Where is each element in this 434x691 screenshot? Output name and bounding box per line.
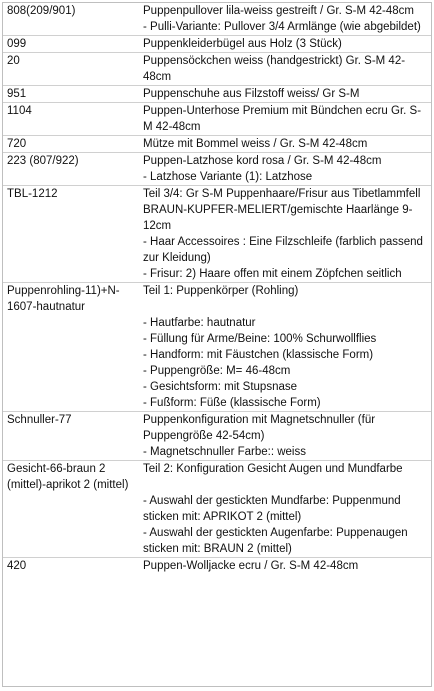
article-code-cell: Gesicht-66-braun 2 (mittel)-aprikot 2 (mittel) xyxy=(3,461,141,558)
description-cell xyxy=(141,53,431,86)
description-line: - Fußform: Füße (klassische Form) xyxy=(143,397,321,409)
order-items-sheet xyxy=(2,2,432,687)
description-cell xyxy=(141,3,431,36)
description-line: Puppen-Wolljacke ecru / Gr. S-M 42-48cm xyxy=(143,560,359,572)
description-cell xyxy=(141,136,431,153)
article-code-cell: Schnuller-77 xyxy=(3,412,141,461)
description-line: Teil 1: Puppenkörper (Rohling) xyxy=(143,285,299,297)
article-code-cell: 099 xyxy=(3,36,141,53)
table-row xyxy=(3,103,431,136)
description-cell xyxy=(141,283,431,412)
description-cell xyxy=(141,412,431,461)
table-row xyxy=(3,36,431,53)
description-cell xyxy=(141,86,431,103)
description-line: - Puppengröße: M= 46-48cm xyxy=(143,365,291,377)
description-line: Puppenkleiderbügel aus Holz (3 Stück) xyxy=(143,38,342,50)
description-line: Puppen-Unterhose Premium mit Bündchen ecru Gr. S-M 42-48cm xyxy=(143,105,422,133)
description-line: Mütze mit Bommel weiss / Gr. S-M 42-48cm xyxy=(143,138,368,150)
order-items-table xyxy=(3,3,431,574)
table-row xyxy=(3,283,431,412)
description-line: Puppenpullover lila-weiss gestreift / Gr. S-M 42-48cm xyxy=(143,5,414,17)
table-row xyxy=(3,558,431,575)
table-row xyxy=(3,136,431,153)
table-row xyxy=(3,3,431,36)
table-row xyxy=(3,53,431,86)
article-code-cell: 223 (807/922) xyxy=(3,153,141,186)
description-line: - Latzhose Variante (1): Latzhose xyxy=(143,171,313,183)
description-line: Puppenkonfiguration mit Magnetschnuller (für Puppengröße 42-54cm) xyxy=(143,414,376,442)
description-line: - Auswahl der gestickten Mundfarbe: Puppenmund sticken mit: APRIKOT 2 (mittel) xyxy=(143,495,401,523)
article-code-cell: 808(209/901) xyxy=(3,3,141,36)
description-cell xyxy=(141,153,431,186)
description-line: - Frisur: 2) Haare offen mit einem Zöpfchen seitlich xyxy=(143,268,402,280)
description-line: - Hautfarbe: hautnatur xyxy=(143,317,256,329)
description-line: - Magnetschnuller Farbe:: weiss xyxy=(143,446,306,458)
article-code-cell: 951 xyxy=(3,86,141,103)
description-line: Puppensöckchen weiss (handgestrickt) Gr. S-M 42-48cm xyxy=(143,55,406,83)
blank-line xyxy=(143,299,428,315)
table-row xyxy=(3,461,431,558)
description-line: Puppen-Latzhose kord rosa / Gr. S-M 42-48cm xyxy=(143,155,382,167)
description-line: Teil 2: Konfiguration Gesicht Augen und Mundfarbe xyxy=(143,463,403,475)
article-code-cell: Puppenrohling-11)+N-1607-hautnatur xyxy=(3,283,141,412)
blank-line xyxy=(143,477,428,493)
description-line: Teil 3/4: Gr S-M Puppenhaare/Frisur aus Tibetlammfell BRAUN-KUPFER-MELIERT/gemischte Haarlänge 9-12cm xyxy=(143,188,421,232)
description-line: - Füllung für Arme/Beine: 100% Schurwollflies xyxy=(143,333,377,345)
order-items-body xyxy=(3,3,431,574)
description-cell xyxy=(141,36,431,53)
article-code-cell: 20 xyxy=(3,53,141,86)
article-code-cell: TBL-1212 xyxy=(3,186,141,283)
description-cell xyxy=(141,558,431,575)
description-line: - Pulli-Variante: Pullover 3/4 Armlänge (wie abgebildet) xyxy=(143,21,421,33)
description-line: - Haar Accessoires : Eine Filzschleife (farblich passend zur Kleidung) xyxy=(143,236,423,264)
article-code-cell: 420 xyxy=(7,560,27,572)
description-cell xyxy=(141,103,431,136)
article-code-cell: 1104 xyxy=(3,103,141,136)
description-cell xyxy=(141,186,431,283)
table-row xyxy=(3,186,431,283)
table-row xyxy=(3,412,431,461)
article-code-cell: 720 xyxy=(3,136,141,153)
table-row xyxy=(3,153,431,186)
description-line: Puppenschuhe aus Filzstoff weiss/ Gr S-M xyxy=(143,88,360,100)
description-line: - Handform: mit Fäustchen (klassische Form) xyxy=(143,349,374,361)
description-line: - Auswahl der gestickten Augenfarbe: Puppenaugen sticken mit: BRAUN 2 (mittel) xyxy=(143,527,408,555)
description-line: - Gesichtsform: mit Stupsnase xyxy=(143,381,298,393)
table-row xyxy=(3,86,431,103)
description-cell xyxy=(141,461,431,558)
